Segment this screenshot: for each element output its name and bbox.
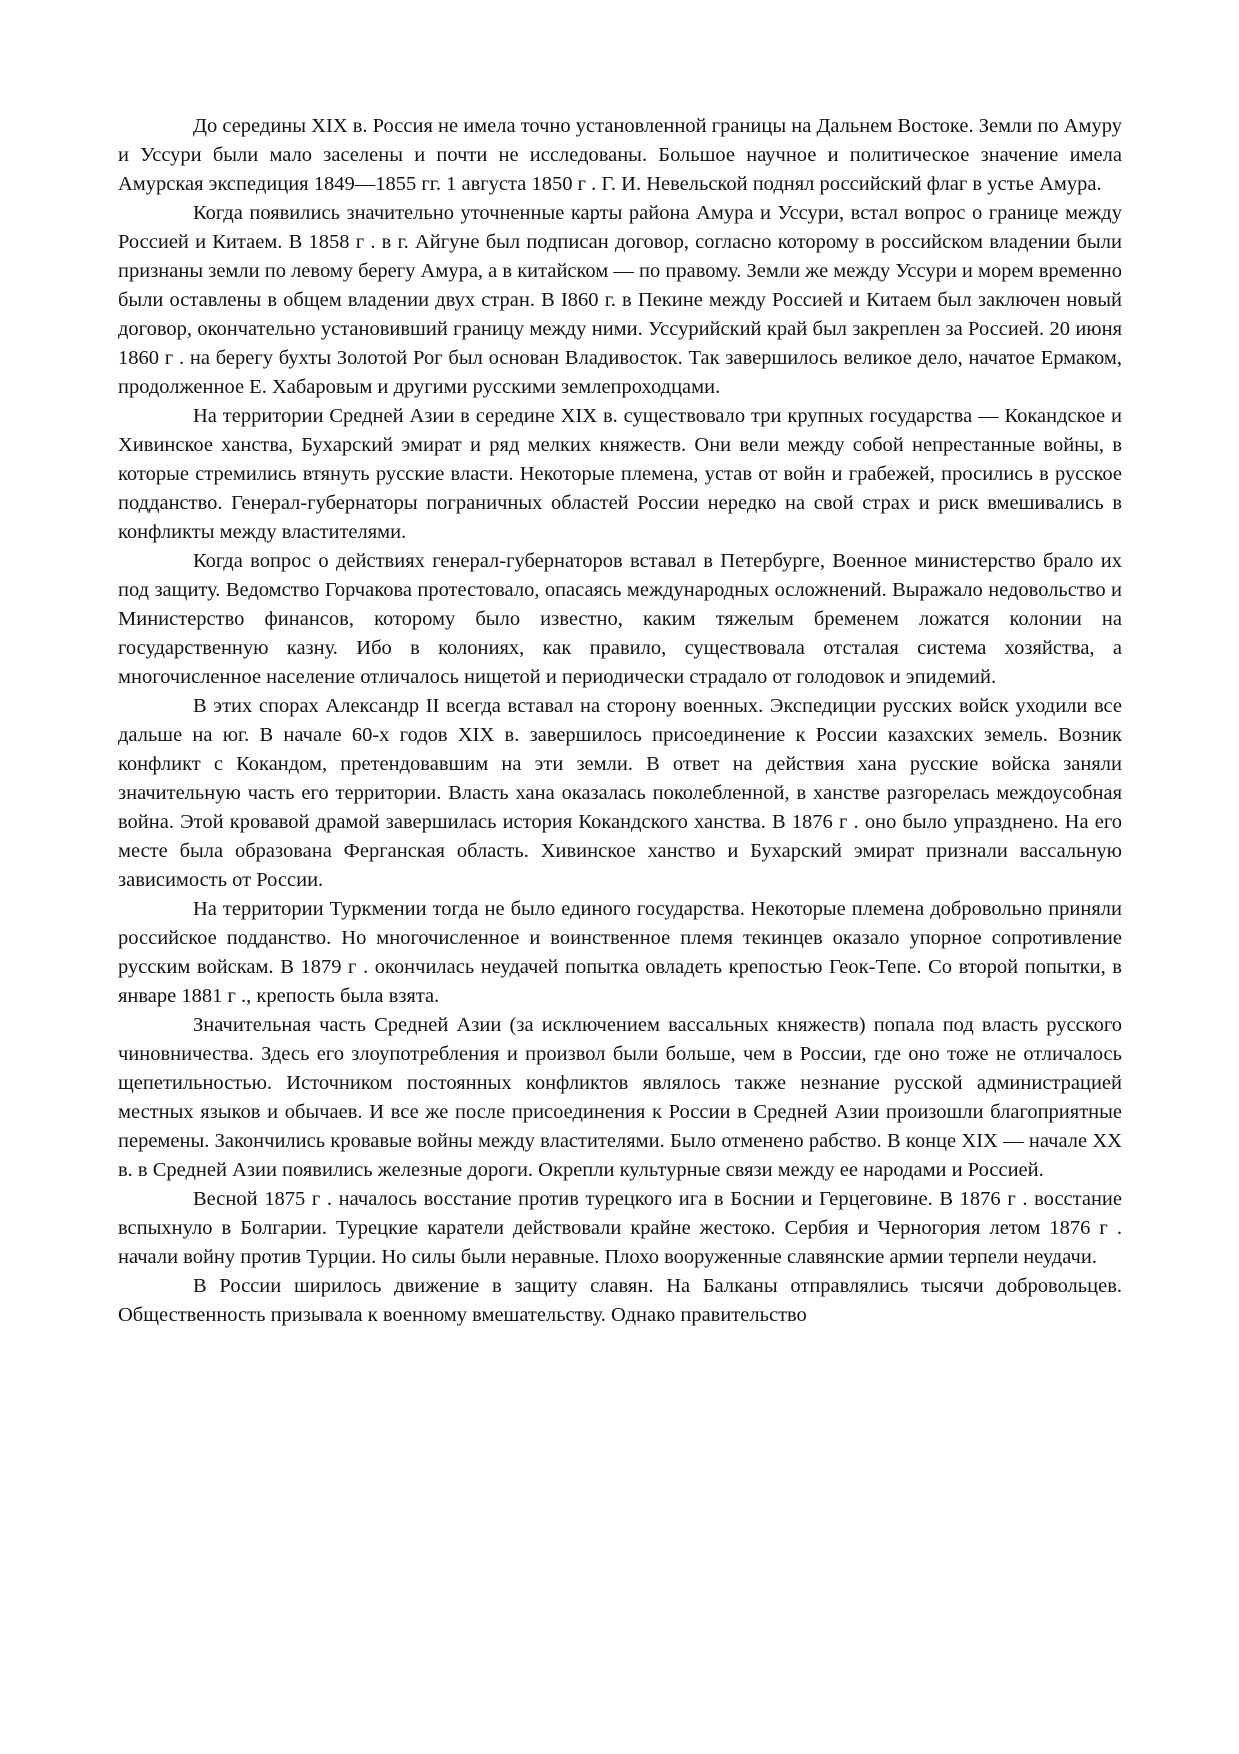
- paragraph-far-east-border: До середины XIX в. Россия не имела точно установленной границы на Дальнем Востоке. Земли по Амуру и Уссури были мало заселены и почти не исследованы. Большое научное и политическое значение имела Амурская экспедиция 1849—1855 гг. 1 августа 1850 г . Г. И. Невельской поднял российский флаг в устье Амура.: [118, 115, 1122, 195]
- document-page: [118, 112, 1122, 1330]
- paragraph-central-asia-states: На территории Средней Азии в середине XIX в. существовало три крупных государства — Кокандское и Хивинское ханства, Бухарский эмират и ряд мелких княжеств. Они вели между собой непрестанные войны, в которые стремились втянуть русские власти. Некоторые племена, устав от войн и грабежей, просились в русское подданство. Генерал-губернаторы пограничных областей России нередко на свой страх и риск вмешивались в конфликты между властителями.: [118, 405, 1122, 543]
- paragraph-slav-support-movement: В России ширилось движение в защиту славян. На Балканы отправлялись тысячи добровольцев. Общественность призывала к военному вмешательству. Однако правительство: [118, 1275, 1122, 1326]
- paragraph-russian-administration: Значительная часть Средней Азии (за исключением вассальных княжеств) попала под власть русского чиновничества. Здесь его злоупотребления и произвол были больше, чем в России, где оно тоже не отличалось щепетильностью. Источником постоянных конфликтов являлось также незнание русской администрацией местных языков и обычаев. И все же после присоединения к России в Средней Азии произошли благоприятные перемены. Закончились кровавые войны между властителями. Было отменено рабство. В конце XIX — начале XX в. в Средней Азии появились железные дороги. Окрепли культурные связи между ее народами и Россией.: [118, 1014, 1122, 1181]
- paragraph-kokand-khanate: В этих спорах Александр II всегда вставал на сторону военных. Экспедиции русских войск уходили все дальше на юг. В начале 60-х годов XIX в. завершилось присоединение к России казахских земель. Возник конфликт с Кокандом, претендовавшим на эти земли. В ответ на действия хана русские войска заняли значительную часть его территории. Власть хана оказалась поколебленной, в ханстве разгорелась междоусобная война. Этой кровавой драмой завершилась история Кокандского ханства. В 1876 г . оно было упразднено. На его месте была образована Ферганская область. Хивинское ханство и Бухарский эмират признали вассальную зависимость от России.: [118, 695, 1122, 891]
- paragraph-turkmenia: На территории Туркмении тогда не было единого государства. Некоторые племена добровольно приняли российское подданство. Но многочисленное и воинственное племя текинцев оказало упорное сопротивление русским войскам. В 1879 г . окончилась неудачей попытка овладеть крепостью Геок-Тепе. Со второй попытки, в январе 1881 г ., крепость была взята.: [118, 898, 1122, 1007]
- paragraph-governors-dispute: Когда вопрос о действиях генерал-губернаторов вставал в Петербурге, Военное министерство брало их под защиту. Ведомство Горчакова протестовало, опасаясь международных осложнений. Выражало недовольство и Министерство финансов, которому было известно, каким тяжелым бременем ложатся колонии на государственную казну. Ибо в колониях, как правило, существовала отсталая система хозяйства, а многочисленное население отличалось нищетой и периодически страдало от голодовок и эпидемий.: [118, 550, 1122, 688]
- paragraph-balkan-uprising: Весной 1875 г . началось восстание против турецкого ига в Боснии и Герцеговине. В 1876 г . восстание вспыхнуло в Болгарии. Турецкие каратели действовали крайне жестоко. Сербия и Черногория летом 1876 г . начали войну против Турции. Но силы были неравные. Плохо вооруженные славянские армии терпели неудачи.: [118, 1188, 1122, 1268]
- paragraph-aigun-peking-treaties: Когда появились значительно уточненные карты района Амура и Уссури, встал вопрос о границе между Россией и Китаем. В 1858 г . в г. Айгуне был подписан договор, согласно которому в российском владении были признаны земли по левому берегу Амура, а в китайском — по правому. Земли же между Уссури и морем временно были оставлены в общем владении двух стран. В I860 г. в Пекине между Россией и Китаем был заключен новый договор, окончательно установивший границу между ними. Уссурийский край был закреплен за Россией. 20 июня 1860 г . на берегу бухты Золотой Рог был основан Владивосток. Так завершилось великое дело, начатое Ермаком, продолженное Е. Хабаровым и другими русскими землепроходцами.: [118, 202, 1122, 398]
